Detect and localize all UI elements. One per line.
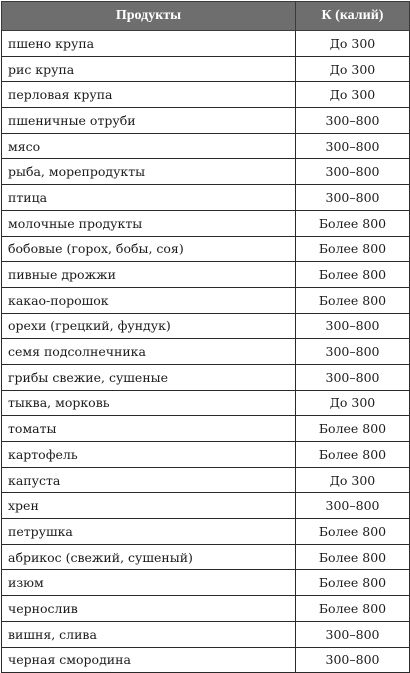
product-name-cell: какао-порошок: [2, 287, 296, 313]
product-name-cell: томаты: [2, 416, 296, 442]
product-name-cell: вишня, слива: [2, 621, 296, 647]
header-products: Продукты: [2, 2, 296, 31]
table-row: [2, 544, 410, 570]
potassium-value-cell: 300–800: [296, 185, 410, 211]
table-row: [2, 339, 410, 365]
potassium-value-cell: Более 800: [296, 262, 410, 288]
potassium-value-cell: 300–800: [296, 339, 410, 365]
potassium-value-cell: Более 800: [296, 544, 410, 570]
potassium-value-cell: Более 800: [296, 519, 410, 545]
product-name-cell: мясо: [2, 133, 296, 159]
table-row: [2, 31, 410, 57]
potassium-value-cell: 300–800: [296, 159, 410, 185]
table-row: [2, 364, 410, 390]
table-row: [2, 159, 410, 185]
table-row: [2, 519, 410, 545]
product-name-cell: черная смородина: [2, 647, 296, 673]
potassium-value-cell: 300–800: [296, 493, 410, 519]
product-name-cell: орехи (грецкий, фундук): [2, 313, 296, 339]
potassium-value-cell: Более 800: [296, 416, 410, 442]
product-name-cell: птица: [2, 185, 296, 211]
potassium-value-cell: До 300: [296, 390, 410, 416]
potassium-value-cell: 300–800: [296, 313, 410, 339]
product-name-cell: картофель: [2, 442, 296, 468]
potassium-value-cell: 300–800: [296, 133, 410, 159]
potassium-value-cell: Более 800: [296, 210, 410, 236]
table-row: [2, 236, 410, 262]
product-name-cell: перловая крупа: [2, 82, 296, 108]
table-row: [2, 210, 410, 236]
product-name-cell: тыква, морковь: [2, 390, 296, 416]
table-row: [2, 647, 410, 673]
product-name-cell: капуста: [2, 467, 296, 493]
table-row: [2, 185, 410, 211]
potassium-value-cell: Более 800: [296, 236, 410, 262]
potassium-table-container: [1, 1, 409, 673]
table-row: [2, 108, 410, 134]
potassium-value-cell: До 300: [296, 56, 410, 82]
table-header: [2, 2, 410, 31]
product-name-cell: грибы свежие, сушеные: [2, 364, 296, 390]
table-row: [2, 467, 410, 493]
table-row: [2, 621, 410, 647]
header-row: [2, 2, 410, 31]
potassium-value-cell: До 300: [296, 82, 410, 108]
potassium-value-cell: До 300: [296, 31, 410, 57]
product-name-cell: хрен: [2, 493, 296, 519]
potassium-value-cell: 300–800: [296, 364, 410, 390]
table-row: [2, 313, 410, 339]
table-row: [2, 570, 410, 596]
table-row: [2, 416, 410, 442]
potassium-value-cell: 300–800: [296, 647, 410, 673]
potassium-value-cell: 300–800: [296, 108, 410, 134]
table-row: [2, 82, 410, 108]
potassium-value-cell: Более 800: [296, 442, 410, 468]
product-name-cell: абрикос (свежий, сушеный): [2, 544, 296, 570]
product-name-cell: пшено крупа: [2, 31, 296, 57]
table-row: [2, 493, 410, 519]
header-potassium: К (калий): [296, 2, 410, 31]
product-name-cell: пшеничные отруби: [2, 108, 296, 134]
product-name-cell: пивные дрожжи: [2, 262, 296, 288]
table-row: [2, 262, 410, 288]
potassium-value-cell: Более 800: [296, 570, 410, 596]
product-name-cell: изюм: [2, 570, 296, 596]
product-name-cell: чернослив: [2, 596, 296, 622]
potassium-value-cell: Более 800: [296, 596, 410, 622]
product-name-cell: петрушка: [2, 519, 296, 545]
product-name-cell: семя подсолнечника: [2, 339, 296, 365]
table-body: [2, 31, 410, 673]
potassium-value-cell: Более 800: [296, 287, 410, 313]
table-row: [2, 56, 410, 82]
potassium-value-cell: 300–800: [296, 621, 410, 647]
product-name-cell: рис крупа: [2, 56, 296, 82]
table-row: [2, 287, 410, 313]
potassium-table: [1, 1, 410, 673]
table-row: [2, 133, 410, 159]
product-name-cell: бобовые (горох, бобы, соя): [2, 236, 296, 262]
table-row: [2, 596, 410, 622]
table-row: [2, 442, 410, 468]
product-name-cell: рыба, морепродукты: [2, 159, 296, 185]
potassium-value-cell: До 300: [296, 467, 410, 493]
product-name-cell: молочные продукты: [2, 210, 296, 236]
table-row: [2, 390, 410, 416]
